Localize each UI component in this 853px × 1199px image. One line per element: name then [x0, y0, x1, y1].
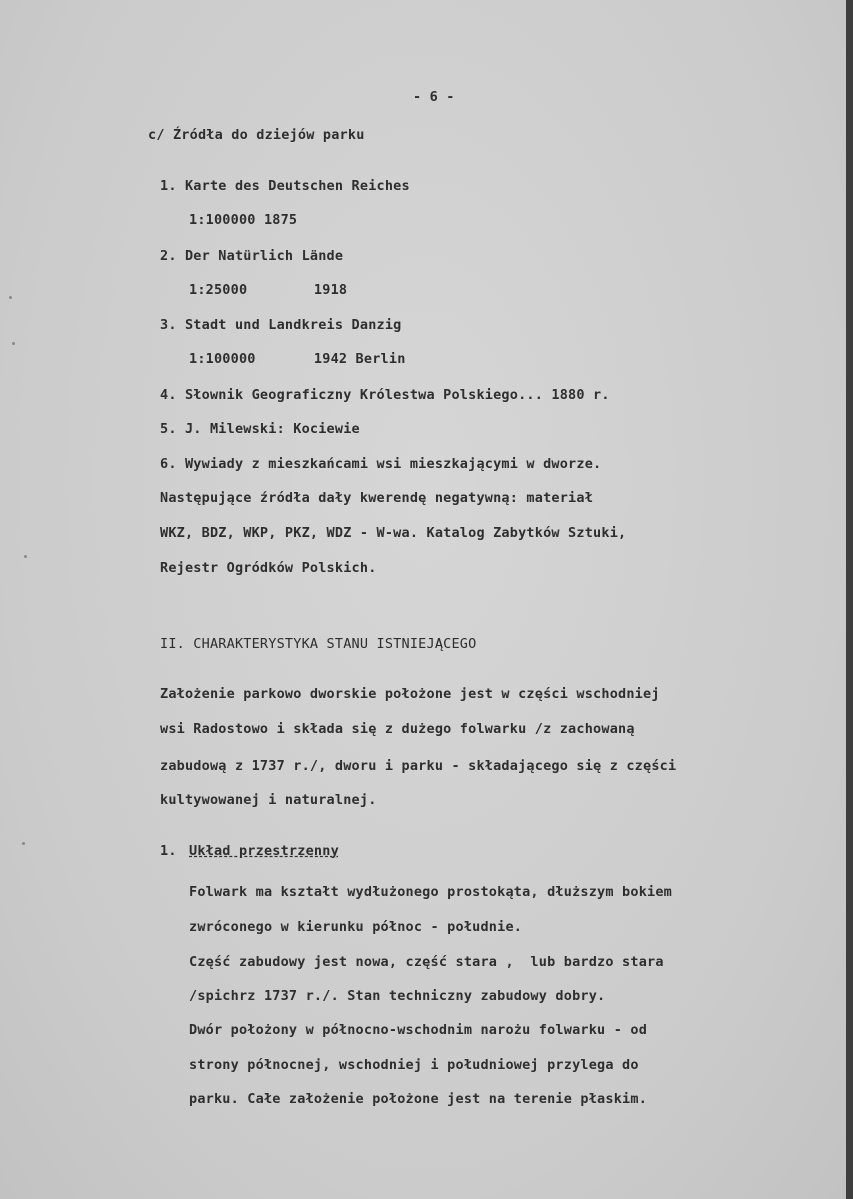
- subsection-title: Układ przestrzenny: [189, 843, 339, 859]
- section-c-heading: c/ Źródła do dziejów parku: [148, 127, 365, 143]
- intro-paragraph-line: Założenie parkowo dworskie położone jest w części wschodniej: [160, 686, 660, 702]
- source-scale: 1:100000 1875: [189, 212, 298, 228]
- negative-sources-line: Następujące źródła dały kwerendę negatywną: materiał: [160, 490, 594, 506]
- source-item: 4. Słownik Geograficzny Królestwa Polskiego... 1880 r.: [160, 387, 610, 403]
- layout-paragraph-line: parku. Całe założenie położone jest na terenie płaskim.: [189, 1091, 648, 1107]
- layout-paragraph-line: Folwark ma kształt wydłużonego prostokąta, dłuższym bokiem: [189, 884, 673, 900]
- scan-speck: [22, 842, 25, 845]
- scan-speck: [12, 342, 15, 345]
- subsection-number: 1.: [160, 843, 177, 859]
- section-ii-heading: II. CHARAKTERYSTYKA STANU ISTNIEJĄCEGO: [160, 636, 477, 652]
- page-number: - 6 -: [413, 89, 455, 105]
- negative-sources-line: Rejestr Ogródków Polskich.: [160, 560, 377, 576]
- scan-speck: [9, 296, 12, 299]
- layout-paragraph-line: strony północnej, wschodniej i południowej przylega do: [189, 1057, 639, 1073]
- intro-paragraph-line: zabudową z 1737 r./, dworu i parku - składającego się z części: [160, 758, 677, 774]
- source-scale: 1:25000 1918: [189, 282, 348, 298]
- layout-paragraph-line: /spichrz 1737 r./. Stan techniczny zabudowy dobry.: [189, 988, 606, 1004]
- intro-paragraph-line: kultywowanej i naturalnej.: [160, 792, 377, 808]
- layout-paragraph-line: Część zabudowy jest nowa, część stara , lub bardzo stara: [189, 954, 664, 970]
- layout-paragraph-line: zwróconego w kierunku północ - południe.: [189, 919, 523, 935]
- source-scale: 1:100000 1942 Berlin: [189, 351, 406, 367]
- source-item: 5. J. Milewski: Kociewie: [160, 421, 360, 437]
- intro-paragraph-line: wsi Radostowo i składa się z dużego folwarku /z zachowaną: [160, 721, 635, 737]
- source-item: 6. Wywiady z mieszkańcami wsi mieszkającymi w dworze.: [160, 456, 602, 472]
- source-item: 1. Karte des Deutschen Reiches: [160, 178, 410, 194]
- source-item: 2. Der Natürlich Lände: [160, 248, 344, 264]
- negative-sources-line: WKZ, BDZ, WKP, PKZ, WDZ - W-wa. Katalog Zabytków Sztuki,: [160, 525, 627, 541]
- page-edge-shadow: [846, 0, 853, 1199]
- layout-paragraph-line: Dwór położony w północno-wschodnim narożu folwarku - od: [189, 1022, 648, 1038]
- scan-speck: [24, 555, 27, 558]
- source-item: 3. Stadt und Landkreis Danzig: [160, 317, 402, 333]
